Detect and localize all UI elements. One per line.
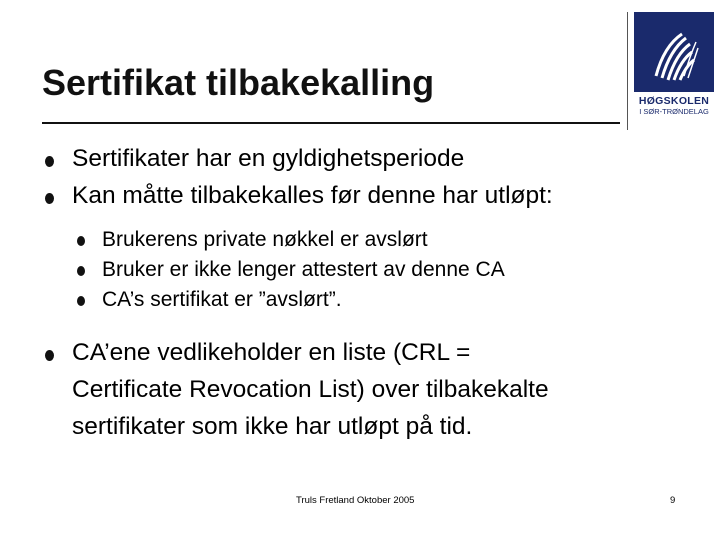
sub-bullet-item: CA’s sertifikat er ”avslørt”. <box>102 288 342 311</box>
bullet-item-line: sertifikater som ikke har utløpt på tid. <box>72 413 473 440</box>
sub-bullet-dot-icon <box>77 236 85 246</box>
logo-name: HØGSKOLEN <box>638 95 710 107</box>
logo-divider <box>627 12 628 130</box>
page-number: 9 <box>670 495 676 506</box>
bullet-dot-icon <box>45 350 54 361</box>
sub-bullet-item: Bruker er ikke lenger attestert av denne CA <box>102 258 505 281</box>
bullet-item-line: CA’ene vedlikeholder en liste (CRL = <box>72 339 471 366</box>
bullet-dot-icon <box>45 193 54 204</box>
bullet-dot-icon <box>45 156 54 167</box>
logo-emblem-icon <box>634 12 714 92</box>
bullet-item-line: Certificate Revocation List) over tilbakekalte <box>72 376 549 403</box>
school-logo <box>634 12 714 116</box>
slide-title: Sertifikat tilbakekalling <box>42 62 435 103</box>
bullet-item: Sertifikater har en gyldighetsperiode <box>72 145 465 172</box>
sub-bullet-dot-icon <box>77 296 85 306</box>
bullet-item: Kan måtte tilbakekalles før denne har utløpt: <box>72 182 553 209</box>
logo-subtitle: I SØR-TRØNDELAG <box>639 107 709 116</box>
sub-bullet-dot-icon <box>77 266 85 276</box>
footer-text: Truls Fretland Oktober 2005 <box>296 495 415 506</box>
title-divider <box>42 122 620 124</box>
sub-bullet-item: Brukerens private nøkkel er avslørt <box>102 228 428 251</box>
